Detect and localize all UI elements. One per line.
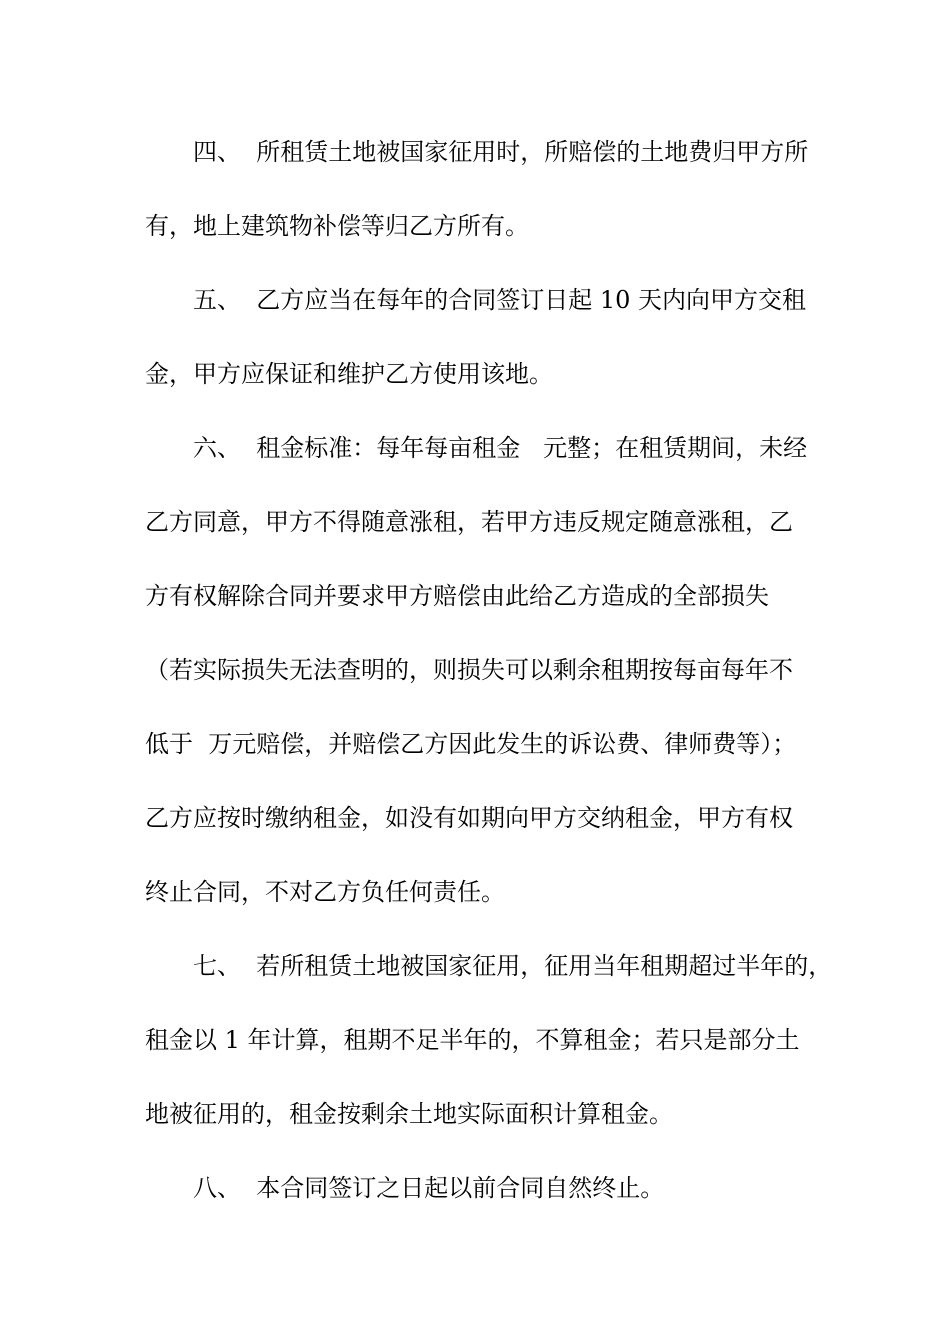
- clause-5-line-1: 五、 乙方应当在每年的合同签订日起 10 天内向甲方交租: [193, 286, 807, 314]
- clause-8-line-1: 八、 本合同签订之日起以前合同自然终止。: [193, 1174, 665, 1202]
- clause-6-line-5: 低于 万元赔偿，并赔偿乙方因此发生的诉讼费、律师费等）；: [145, 730, 797, 758]
- clause-5-line-2: 金，甲方应保证和维护乙方使用该地。: [145, 360, 553, 388]
- clause-6-line-6: 乙方应按时缴纳租金，如没有如期向甲方交纳租金，甲方有权: [145, 804, 793, 832]
- clause-6-line-3: 方有权解除合同并要求甲方赔偿由此给乙方造成的全部损失: [145, 582, 769, 610]
- clause-6-line-7: 终止合同，不对乙方负任何责任。: [145, 878, 505, 906]
- clause-7-line-3: 地被征用的，租金按剩余土地实际面积计算租金。: [145, 1100, 673, 1128]
- clause-7-line-2: 租金以 1 年计算，租期不足半年的，不算租金；若只是部分土: [145, 1026, 800, 1054]
- clause-6-line-4: （若实际损失无法查明的，则损失可以剩余租期按每亩每年不: [145, 656, 793, 684]
- clause-6-line-1: 六、 租金标准：每年每亩租金 元整；在租赁期间，未经: [193, 434, 808, 462]
- clause-4-line-2: 有，地上建筑物补偿等归乙方所有。: [145, 212, 529, 240]
- clause-4-line-1: 四、 所租赁土地被国家征用时，所赔偿的土地费归甲方所: [193, 138, 809, 166]
- clause-6-line-2: 乙方同意，甲方不得随意涨租，若甲方违反规定随意涨租，乙: [145, 508, 793, 536]
- clause-7-line-1: 七、 若所租赁土地被国家征用，征用当年租期超过半年的，: [193, 952, 833, 980]
